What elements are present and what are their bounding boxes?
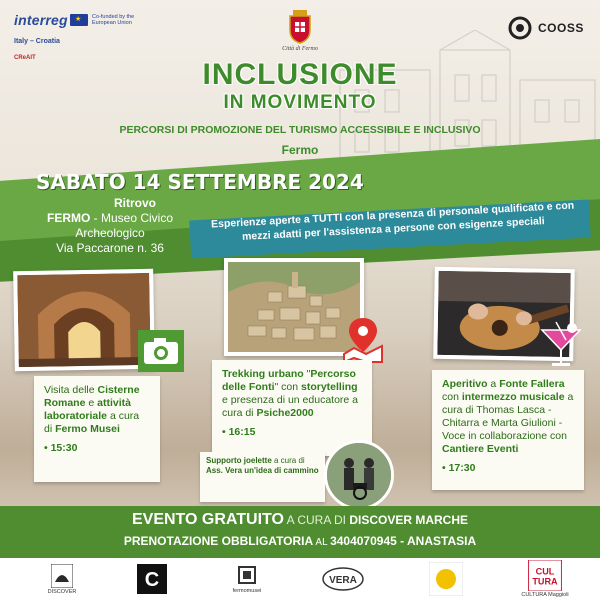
logo-cultura (520, 560, 570, 598)
event-date: SABATO 14 SETTEMBRE 2024 (36, 170, 364, 194)
svg-text:CUL: CUL (535, 566, 555, 577)
experiences-banner (190, 200, 590, 258)
booking-phone: 3404070945 - ANASTASIA (330, 534, 477, 548)
ritrovo-label: Ritrovo (114, 196, 156, 210)
activity-text: e (85, 397, 98, 409)
joelette-photo (324, 440, 394, 510)
organizer-name: DISCOVER MARCHE (349, 513, 469, 527)
logo-label: CULTURA Maggioli (521, 592, 569, 598)
logo-fermomusei (222, 560, 272, 598)
support-joelette-note (200, 452, 325, 502)
activity-organizer: Fermo Musei (55, 423, 120, 435)
activity-highlight: Percorso delle Fonti (222, 368, 356, 393)
activity-text: a cura di Thomas Lasca - Chitarra e Marta Giulioni - Voce in collaborazione con (442, 391, 574, 442)
cooss-icon (508, 16, 534, 40)
city-crest-icon (285, 8, 315, 44)
curated-by-label: A CURA DI (283, 513, 350, 527)
partner-logos (0, 558, 600, 600)
vera-text: VERA (329, 575, 357, 586)
sun-logo-icon (429, 562, 463, 596)
activity-time: • 17:30 (442, 462, 476, 474)
activity-card-cisterne (34, 376, 160, 482)
activity-highlight: Fonte Fallera (499, 378, 565, 390)
eu-cofunded-label: Co-funded by the European Union (92, 14, 135, 26)
logo-label: DISCOVER (47, 588, 77, 595)
eu-flag-icon (70, 14, 88, 26)
interreg-region: Italy – Croatia (14, 38, 60, 45)
activity-text: a cura di (44, 410, 140, 435)
activity-card-aperitivo (432, 370, 584, 490)
cooss-text: COOSS (538, 21, 584, 35)
activity-highlight: Aperitivo (442, 378, 488, 390)
title-line-2: IN MOVIMENTO (223, 92, 377, 113)
venue-address (10, 211, 210, 256)
fermomusei-logo-icon (237, 565, 257, 587)
activity-text: con (442, 391, 462, 403)
activity-time: • 15:30 (44, 442, 78, 454)
booking-line (0, 534, 600, 548)
city-name: Fermo (281, 143, 319, 157)
support-text: a cura di (271, 456, 305, 465)
booking-required-label: PRENOTAZIONE OBBLIGATORIA (123, 534, 314, 548)
activity-highlight: Cisterne Romane (44, 384, 140, 409)
interreg-brand: interreg (14, 12, 68, 28)
cultura-logo-icon (527, 560, 563, 591)
vera-logo-icon (321, 566, 365, 592)
c-logo-icon (137, 564, 167, 594)
logo-c (132, 560, 172, 598)
project-label: CReAIT (14, 55, 36, 61)
support-organizer: Ass. Vera un'idea di cammino (206, 466, 319, 475)
cocktail-icon (536, 318, 586, 372)
camera-icon (138, 330, 184, 372)
logo-vera (318, 560, 368, 598)
booking-at-label: AL (313, 537, 331, 548)
title-line-1: INCLUSIONE (202, 58, 398, 91)
activity-highlight: intermezzo musicale (461, 391, 565, 403)
activity-highlight: storytelling (301, 381, 358, 393)
activity-time: • 16:15 (222, 426, 256, 438)
activity-text: " (303, 368, 311, 380)
logo-sun (426, 560, 466, 598)
activity-highlight: attività laboratoriale (44, 397, 131, 422)
subtitle: PERCORSI DI PROMOZIONE DEL TURISMO ACCESSIBILE E INCLUSIVO (119, 124, 481, 136)
support-highlight: Supporto joelette (206, 456, 272, 465)
discover-logo-icon (51, 564, 73, 588)
svg-text:C: C (144, 569, 160, 591)
activity-text: " con (274, 381, 301, 393)
venue-line-3: Via Paccarone n. 36 (56, 241, 164, 255)
activity-organizer: Cantiere Eventi (442, 443, 519, 455)
activity-text: e presenza di un educatore a cura di (222, 394, 359, 419)
activity-text: a (487, 378, 500, 390)
venue-city: FERMO (46, 211, 91, 225)
activity-text: Visita delle (44, 384, 98, 396)
map-pin-icon (340, 316, 386, 364)
svg-text:TURA: TURA (532, 576, 558, 587)
activity-highlight: Trekking urbano (222, 368, 304, 380)
city-label: Città di Fermo (282, 46, 318, 52)
free-event-line (0, 511, 600, 529)
cooss-logo (508, 16, 588, 40)
experiences-text: Esperienze aperte a TUTTI con la presenza di personale qualificato e con mezzi adatti per l'assistenza a persone con esigenze speciali (210, 199, 575, 243)
photo-cisterne (13, 269, 155, 371)
logo-label: fermomusei (232, 587, 262, 594)
free-event-label: EVENTO GRATUITO (131, 511, 284, 528)
cistern-image (17, 273, 151, 367)
venue-name: - Museo Civico (90, 211, 174, 225)
activity-organizer: Psiche2000 (256, 407, 314, 419)
logo-discover (42, 560, 82, 598)
venue-line-2: Archeologico (75, 226, 145, 240)
